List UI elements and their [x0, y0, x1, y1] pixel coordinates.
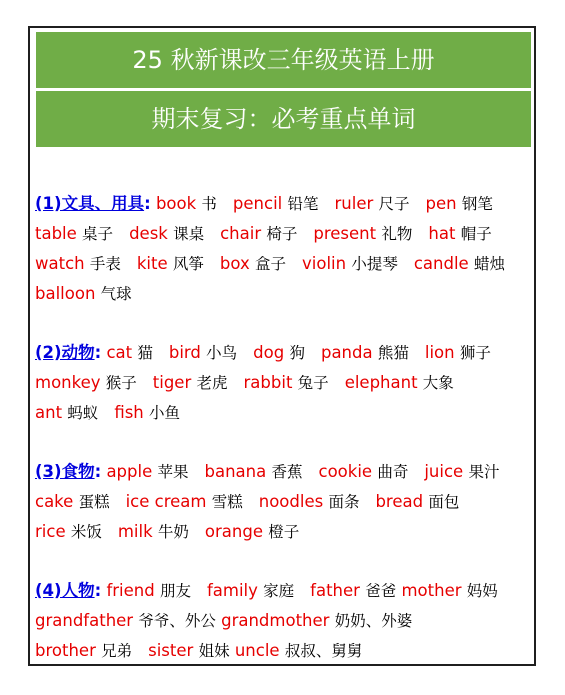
line: (2)动物: cat 猫 bird 小鸟 dog 狗 panda 熊猫 lion 狮子 [35, 343, 491, 362]
word-en: father [310, 581, 360, 600]
word-zh: 铅笔 [287, 195, 319, 213]
word-zh: 面条 [328, 493, 360, 511]
word-en: milk [117, 522, 153, 541]
section-stationery [35, 189, 534, 309]
word-zh: 姐妹 [198, 642, 230, 660]
word-zh: 帽子 [460, 225, 492, 243]
section-food [35, 457, 534, 547]
word-zh: 叔叔、舅舅 [284, 642, 363, 660]
word-en: mother [401, 581, 462, 600]
word-en: brother [35, 641, 96, 660]
word-en: pen [425, 194, 457, 213]
word-en: family [206, 581, 258, 600]
word-en: violin [302, 254, 347, 273]
line [35, 249, 534, 279]
word-en: desk [129, 224, 168, 243]
word-zh: 尺子 [378, 195, 410, 213]
word-zh: 盒子 [254, 255, 286, 273]
word-zh: 老虎 [196, 374, 228, 392]
word-zh: 礼物 [381, 225, 413, 243]
word-zh: 曲奇 [377, 463, 409, 481]
word-zh: 蜡烛 [473, 255, 505, 273]
word-zh: 小鸟 [206, 344, 238, 362]
word-en: lion [424, 343, 455, 362]
word-en: ant [35, 403, 63, 422]
line: (3)食物: apple 苹果 banana 香蕉 cookie 曲奇 juice 果汁 [35, 462, 500, 481]
section-heading[interactable]: (4)人物 [35, 581, 95, 600]
word-zh: 狗 [289, 344, 305, 362]
word-zh: 书 [201, 195, 217, 213]
word-zh: 朋友 [159, 582, 191, 600]
line [35, 368, 534, 398]
word-zh: 小鱼 [149, 404, 181, 422]
word-zh: 小提琴 [351, 255, 398, 273]
word-zh: 苹果 [157, 463, 189, 481]
word-en: cat [106, 343, 133, 362]
line [35, 517, 534, 547]
word-en: chair [220, 224, 262, 243]
word-en: cookie [318, 462, 373, 481]
word-zh: 狮子 [459, 344, 491, 362]
word-en: bird [168, 343, 201, 362]
line [35, 487, 534, 517]
title-banner: 25 秋新课改三年级英语上册 [36, 32, 531, 88]
word-list [35, 189, 534, 695]
word-zh: 牛奶 [157, 523, 189, 541]
word-en: sister [148, 641, 194, 660]
word-zh: 米饭 [70, 523, 102, 541]
word-en: orange [204, 522, 263, 541]
word-en: fish [114, 403, 144, 422]
word-en: grandfather [35, 611, 134, 630]
word-en: monkey [35, 373, 101, 392]
word-en: tiger [152, 373, 192, 392]
word-en: banana [204, 462, 267, 481]
word-en: apple [106, 462, 153, 481]
word-en: elephant [344, 373, 418, 392]
word-zh: 奶奶、外婆 [334, 612, 413, 630]
word-zh: 气球 [100, 285, 132, 303]
word-zh: 课桌 [173, 225, 205, 243]
line: (1)文具、用具: book 书 pencil 铅笔 ruler 尺子 pen 钢笔 [35, 194, 493, 213]
word-zh: 熊猫 [377, 344, 409, 362]
word-en: bread [375, 492, 424, 511]
word-en: cake [35, 492, 74, 511]
section-people [35, 576, 534, 666]
word-zh: 面包 [428, 493, 460, 511]
word-en: candle [413, 254, 469, 273]
word-en: friend [106, 581, 155, 600]
word-zh: 爷爷、外公 [138, 612, 216, 630]
word-en: watch [35, 254, 85, 273]
subtitle-banner: 期末复习：必考重点单词 [36, 91, 531, 147]
section-heading[interactable]: (3)食物 [35, 462, 95, 481]
word-zh: 桌子 [82, 225, 114, 243]
word-en: balloon [35, 284, 96, 303]
word-en: hat [428, 224, 456, 243]
word-zh: 果汁 [468, 463, 500, 481]
word-en: dog [253, 343, 285, 362]
word-en: rice [35, 522, 66, 541]
word-en: panda [320, 343, 373, 362]
vocabulary-sheet [28, 26, 536, 666]
word-zh: 椅子 [266, 225, 298, 243]
line: (4)人物: friend 朋友 family 家庭 father 爸爸 mother 妈妈 [35, 581, 498, 600]
word-zh: 大象 [422, 374, 454, 392]
line [35, 636, 534, 666]
line [35, 279, 534, 309]
word-en: ruler [334, 194, 374, 213]
word-en: present [313, 224, 377, 243]
word-zh: 香蕉 [271, 463, 303, 481]
word-en: rabbit [243, 373, 293, 392]
word-zh: 雪糕 [211, 493, 243, 511]
word-zh: 手表 [89, 255, 121, 273]
line [35, 606, 534, 636]
word-zh: 橙子 [268, 523, 300, 541]
word-zh: 妈妈 [466, 582, 498, 600]
word-zh: 猴子 [105, 374, 137, 392]
word-en: pencil [232, 194, 283, 213]
word-zh: 猫 [137, 344, 153, 362]
line [35, 398, 534, 428]
word-zh: 蚂蚁 [67, 404, 99, 422]
word-en: noodles [258, 492, 324, 511]
word-en: book [155, 194, 197, 213]
word-zh: 家庭 [263, 582, 295, 600]
word-zh: 兔子 [297, 374, 329, 392]
section-heading[interactable]: (2)动物 [35, 343, 95, 362]
section-animals [35, 338, 534, 428]
word-zh: 钢笔 [461, 195, 493, 213]
word-zh: 风筝 [172, 255, 204, 273]
word-en: table [35, 224, 77, 243]
word-en: uncle [234, 641, 280, 660]
word-zh: 爸爸 [365, 582, 397, 600]
word-zh: 蛋糕 [78, 493, 110, 511]
line [35, 219, 534, 249]
word-en: grandmother [221, 611, 330, 630]
word-en: juice [424, 462, 464, 481]
word-zh: 兄弟 [101, 642, 133, 660]
word-en: ice cream [125, 492, 207, 511]
word-en: box [219, 254, 250, 273]
section-heading[interactable]: (1)文具、用具 [35, 194, 145, 213]
word-en: kite [136, 254, 168, 273]
